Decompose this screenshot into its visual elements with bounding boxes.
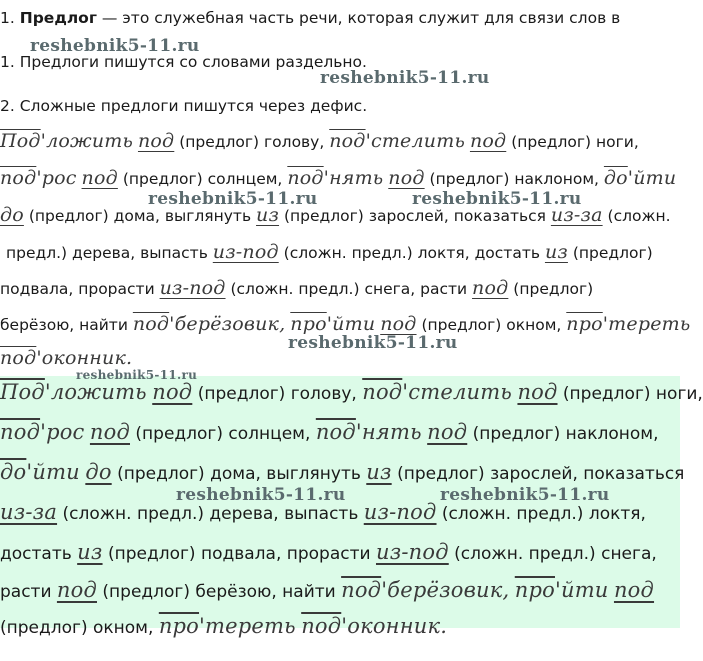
word: тереть [205,614,296,638]
label: предл.) [298,280,360,298]
watermark: reshebnik5-11.ru [30,36,200,56]
prefix-word: под [132,313,170,335]
tick: ' [402,380,409,404]
word: подвала, прорасти [0,280,155,298]
prefix-word: про [290,313,327,335]
prefix-word: под [315,420,356,444]
word: берёзою, найти [0,316,128,334]
panel-line-6 [0,580,654,602]
label: (предлог) [283,207,364,225]
preposition: под [613,578,655,602]
label: (предлог) [562,384,651,404]
example-line-5 [0,278,593,299]
preposition: из [544,241,568,263]
word: оконник. [347,614,448,638]
label: (предлог) [135,424,223,444]
tick: ' [326,313,333,335]
word: стелить [371,130,465,152]
word: дома, выглянуть [210,464,361,484]
prefix-word: под [287,167,324,189]
preposition: под [380,313,417,335]
preposition: из-под [212,241,279,263]
term-bold: Предлог [19,9,97,27]
watermark: reshebnik5-11.ru [320,68,490,88]
word: рос [46,420,85,444]
preposition: под [81,167,118,189]
label: (предлог) [513,280,594,298]
tick: ' [169,313,175,335]
tick: ' [40,130,47,152]
word: ноги, [596,133,639,151]
prefix-word: под [341,578,382,602]
tick: ' [44,380,51,404]
tick: ' [36,167,42,189]
tick: ' [323,167,330,189]
word: предл.) дерева, выпасть [136,504,359,524]
word: йти [32,460,80,484]
word: голову, [264,133,325,151]
label: (сложн. [441,504,512,524]
watermark: reshebnik5-11.ru [76,368,198,382]
example-line-7 [0,348,132,369]
word: солнцем, [207,170,283,188]
label: (предлог) [397,464,485,484]
word: йти [560,578,609,602]
tick: ' [365,130,371,152]
tick: ' [554,578,561,602]
label: (предлог) [472,424,561,444]
label: (предлог) [117,464,205,484]
label: (предлог) [511,133,592,151]
list-number: 1. [0,9,15,27]
word: зарослей, показаться [368,207,546,225]
preposition: из [256,204,280,226]
preposition: под [517,380,558,404]
label: (предлог) окном, [0,618,154,638]
preposition: под [89,420,130,444]
label: предл.) [351,244,413,262]
word: голову, [290,384,357,404]
preposition: из [366,460,392,484]
word: локтя, [588,504,646,524]
word: нять [361,420,422,444]
word: снега, [601,544,657,564]
watermark: reshebnik5-11.ru [288,333,458,353]
label: (предлог) [107,544,196,564]
tick: ' [36,347,42,369]
panel-line-4 [0,502,646,524]
example-line-1 [0,131,639,152]
word: берёзовик, [174,313,286,335]
definition-line [0,8,620,28]
preposition: под [152,380,193,404]
word: рос [41,167,77,189]
panel-line-7 [0,616,447,638]
prefix-word: до [603,167,628,189]
example-line-2 [0,168,676,189]
preposition: под [472,277,509,299]
preposition: под [56,578,97,602]
word: расти [0,582,52,602]
label: (сложн. [283,244,347,262]
panel-line-2 [0,422,658,444]
preposition: из-под [159,277,226,299]
word: ложить [50,380,147,404]
watermark: reshebnik5-11.ru [176,485,346,505]
label: (предлог) [28,207,109,225]
word: стелить [408,380,513,404]
prefix-word: под [362,380,403,404]
word: предл.) дерева, выпасть [6,244,208,262]
word: достать [0,544,72,564]
word: ложить [46,130,134,152]
rule-1: 1. Предлоги пишутся со словами раздельно. [0,53,367,71]
prefix-word: Под [0,380,45,404]
example-line-6 [0,314,690,335]
word: подвала, прорасти [200,544,371,564]
tick: ' [26,460,33,484]
preposition: из-под [363,500,437,524]
label: (предлог) [572,244,653,262]
prefix-word: под [301,614,342,638]
label: (предлог) [122,170,203,188]
word: нять [329,167,384,189]
preposition: под [388,167,425,189]
label: предл.) [516,504,584,524]
tick: ' [355,420,362,444]
tick: ' [602,313,609,335]
preposition: под [469,130,507,152]
tick: ' [199,614,206,638]
word: йти [332,313,376,335]
label: (сложн. [607,207,671,225]
label: (предлог) [102,582,190,602]
prefix-word: про [566,313,603,335]
word: наклоном, [514,170,599,188]
word: берёзою, найти [195,582,336,602]
word: снега, расти [364,280,468,298]
label: (сложн. [454,544,524,564]
prefix-word: под [0,167,37,189]
word: оконник. [41,347,133,369]
rule-2: 2. Сложные предлоги пишутся через дефис. [0,97,368,115]
preposition: до [85,460,112,484]
preposition: из-под [375,540,449,564]
label: (сложн. [230,280,294,298]
preposition: до [0,204,24,226]
panel-line-1 [0,382,703,404]
preposition: под [137,130,175,152]
word: зарослей, показаться [490,464,685,484]
label: предл.) [528,544,596,564]
preposition: из [77,540,103,564]
word: берёзовик, [387,578,510,602]
label: (предлог) [197,384,286,404]
panel-line-3 [0,462,684,484]
word: ноги, [655,384,703,404]
label: (предлог) [429,170,510,188]
watermark: reshebnik5-11.ru [148,189,318,209]
tick: ' [627,167,634,189]
prefix-word: до [0,460,27,484]
label: (предлог) [179,133,260,151]
prefix-word: про [158,614,200,638]
prefix-word: про [514,578,555,602]
prefix-word: под [0,420,41,444]
tick: ' [40,420,47,444]
definition-text: — это служебная часть речи, которая служит для связи слов в [101,9,621,27]
word: дома, выглянуть [113,207,252,225]
preposition: из-за [550,204,603,226]
prefix-word: под [329,130,366,152]
preposition: под [427,420,468,444]
tick: ' [381,578,388,602]
word: тереть [608,313,691,335]
prefix-word: под [0,347,37,369]
panel-line-5 [0,542,657,564]
watermark: reshebnik5-11.ru [412,189,582,209]
tick: ' [341,614,348,638]
word: йти [633,167,677,189]
word: локтя, достать [417,244,540,262]
watermark: reshebnik5-11.ru [440,485,610,505]
word: солнцем, [228,424,311,444]
label: (предлог) окном, [421,316,562,334]
label: (сложн. [62,504,132,524]
preposition: из-за [0,500,58,524]
prefix-word: Под [0,130,41,152]
example-line-4 [6,242,653,263]
word: наклоном, [565,424,659,444]
